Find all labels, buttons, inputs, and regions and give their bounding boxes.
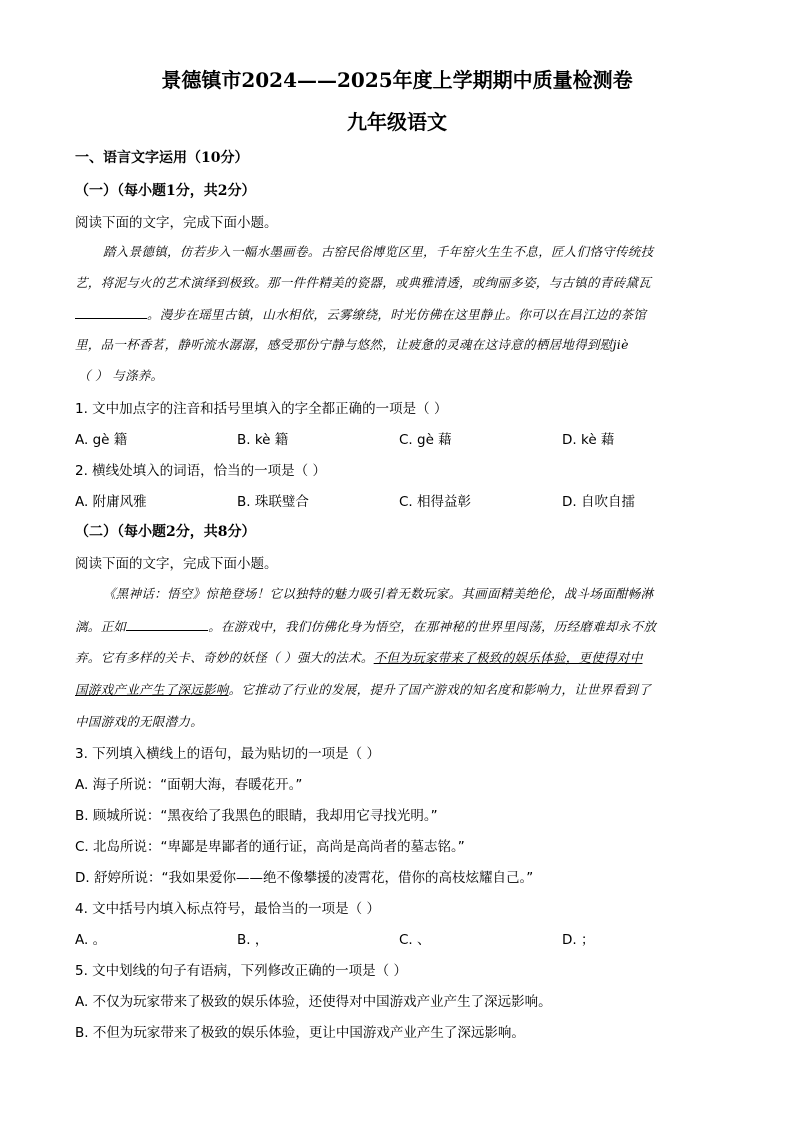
question-2-stem: 2. 横线处填入的词语，恰当的一项是（ ） (75, 463, 326, 479)
exam-title: 景德镇市2024——2025年度上学期期中质量检测卷 (161, 68, 633, 92)
part2-heading: （二）（每小题2分，共8分） (75, 524, 256, 540)
question-1-option-d[interactable]: D. kè 藉 (562, 432, 615, 448)
question-4-option-a[interactable]: A. 。 (75, 932, 107, 948)
passage2-line4: 国游戏产业产生了深远影响。它推动了行业的发展，提升了国产游戏的知名度和影响力，让世界看到了 (75, 682, 652, 697)
passage1-line1: 踏入景德镇，仿若步入一幅水墨画卷。古窑民俗博览区里，千年窑火生生不息，匠人们恪守传统技 (103, 244, 654, 259)
question-2-option-a[interactable]: A. 附庸风雅 (75, 494, 147, 510)
question-1-option-c[interactable]: C. gè 藉 (399, 432, 452, 448)
question-5-option-a[interactable]: A. 不仅为玩家带来了极致的娱乐体验，还使得对中国游戏产业产生了深远影响。 (75, 994, 552, 1010)
question-3-option-d[interactable]: D. 舒婷所说：“我如果爱你——绝不像攀援的凌霄花，借你的高枝炫耀自己。” (75, 870, 534, 886)
question-3-stem: 3. 下列填入横线上的语句，最为贴切的一项是（ ） (75, 746, 380, 762)
passage1-line2: 艺，将泥与火的艺术演绎到极致。那一件件精美的瓷器，或典雅清透，或绚丽多姿，与古镇的青砖黛瓦 (75, 275, 652, 290)
answer-blank (75, 304, 147, 319)
question-3-option-c[interactable]: C. 北岛所说：“卑鄙是卑鄙者的通行证，高尚是高尚者的墓志铭。” (75, 839, 465, 855)
question-3-option-a[interactable]: A. 海子所说：“面朝大海，春暖花开。” (75, 777, 303, 793)
part1-heading: （一）（每小题1分，共2分） (75, 183, 256, 199)
question-4-option-c[interactable]: C. 、 (399, 932, 431, 948)
section-heading: 一、语言文字运用（10分） (75, 150, 249, 166)
exam-subtitle: 九年级语文 (347, 110, 447, 134)
question-3-option-b[interactable]: B. 顾城所说：“黑夜给了我黑色的眼睛，我却用它寻找光明。” (75, 808, 438, 824)
part2-instruction: 阅读下面的文字，完成下面小题。 (75, 556, 278, 572)
passage1-line5: （ ） 与涤养。 (78, 368, 164, 383)
passage2-line1: 《黑神话：悟空》惊艳登场！它以独特的魅力吸引着无数玩家。其画面精美绝伦，战斗场面酣畅淋 (103, 586, 654, 601)
question-4-stem: 4. 文中括号内填入标点符号，最恰当的一项是（ ） (75, 901, 380, 917)
underlined-sentence: 不但为玩家带来了极致的娱乐体验，更使得对中 (373, 650, 643, 665)
passage1-line3: 。漫步在瑶里古镇，山水相依，云雾缭绕，时光仿佛在这里静止。你可以在昌江边的茶馆 (75, 304, 646, 323)
question-5-option-b[interactable]: B. 不但为玩家带来了极致的娱乐体验，更让中国游戏产业产生了深远影响。 (75, 1025, 525, 1041)
fill-parenthesis: （ ） (78, 368, 108, 383)
question-2-option-b[interactable]: B. 珠联璧合 (237, 494, 309, 510)
part1-instruction: 阅读下面的文字，完成下面小题。 (75, 215, 278, 231)
answer-blank (126, 616, 208, 631)
passage2-line2: 漓。正如 。在游戏中，我们仿佛化身为悟空，在那神秘的世界里闯荡，历经磨难却永不放 (75, 616, 656, 635)
passage2-line3: 弃。它有多样的关卡、奇妙的妖怪（ ）强大的法术。不但为玩家带来了极致的娱乐体验，更使得对中 (75, 650, 643, 665)
underlined-sentence: 国游戏产业产生了深远影响 (75, 682, 229, 697)
question-1-option-a[interactable]: A. gè 籍 (75, 432, 128, 448)
question-4-option-d[interactable]: D. ； (562, 932, 595, 948)
question-1-option-b[interactable]: B. kè 籍 (237, 432, 289, 448)
question-5-stem: 5. 文中划线的句子有语病，下列修改正确的一项是（ ） (75, 963, 407, 979)
passage2-line5: 中国游戏的无限潜力。 (75, 714, 204, 729)
question-2-option-c[interactable]: C. 相得益彰 (399, 494, 472, 510)
passage1-line4: 里，品一杯香茗，静听流水潺潺，感受那份宁静与悠然，让疲惫的灵魂在这诗意的栖居地得到慰jiè (75, 337, 629, 352)
question-1-stem: 1. 文中加点字的注音和括号里填入的字全都正确的一项是（ ） (75, 401, 448, 417)
question-2-option-d[interactable]: D. 自吹自擂 (562, 494, 635, 510)
question-4-option-b[interactable]: B. ， (237, 932, 269, 948)
